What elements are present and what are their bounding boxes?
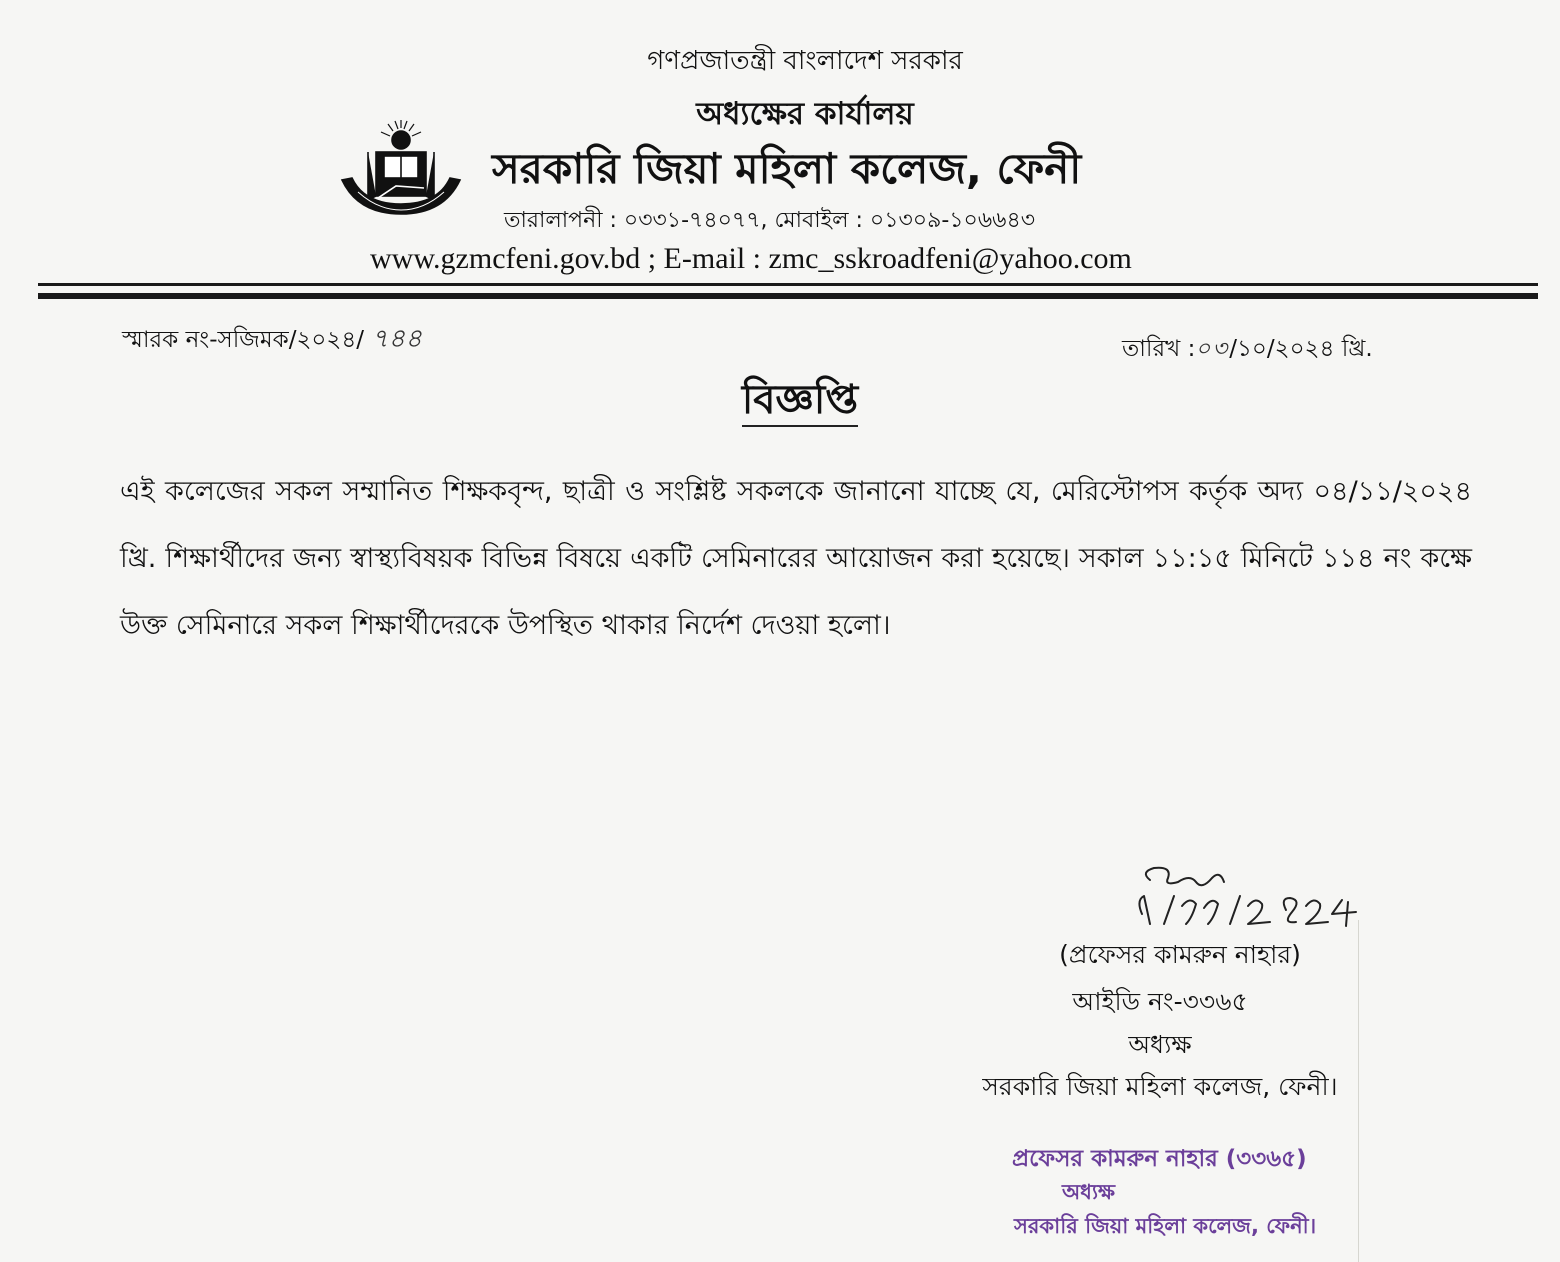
office-heading: অধ্যক্ষের কার্যালয় [696, 96, 914, 132]
handwritten-signature-icon [1120, 862, 1380, 934]
header-divider-thick [38, 293, 1538, 299]
date-label: তারিখ : [1122, 336, 1196, 362]
signatory-name: (প্রফেসর কামরুন নাহার) [1059, 940, 1301, 969]
memo-label: স্মারক নং-সজিমক/২০২৪/ [122, 327, 364, 353]
contact-phones: তারালাপনী : ০৩৩১-৭৪০৭৭, মোবাইল : ০১৩০৯-১০৬৬৪৩ [504, 208, 1036, 233]
notice-body: এই কলেজের সকল সম্মানিত শিক্ষকবৃন্দ, ছাত্রী ও সংশ্লিষ্ট সকলকে জানানো যাচ্ছে যে, মেরিস্টোপস কর্তৃক অদ্য ০৪/১১/২০২৪ খ্রি. শিক্ষার্থীদের জন্য স্বাস্থ্যবিষয়ক বিভিন্ন বিষয়ে একটি সেমিনারের আয়োজন করা হয়েছে। সকাল ১১:১৫ মিনিটে ১১৪ নং কক্ষে উক্ত সেমিনারে সকল শিক্ষার্থীদেরকে উপস্থিত থাকার নির্দেশ দেওয়া হলো। [120, 476, 1472, 641]
date-rest: /১০/২০২৪ খ্রি. [1229, 336, 1373, 362]
college-emblem-icon [338, 118, 464, 218]
signatory-id: আইডি নং-৩৩৬৫ [1072, 987, 1248, 1016]
scan-margin-line [1358, 920, 1359, 1262]
signatory-designation: অধ্যক্ষ [1128, 1030, 1192, 1059]
notice-title-text: বিজ্ঞপ্তি [742, 377, 858, 427]
signatory-institution: সরকারি জিয়া মহিলা কলেজ, ফেনী। [982, 1072, 1338, 1101]
stamp-name: প্রফেসর কামরুন নাহার (৩৩৬৫) [1012, 1146, 1307, 1172]
government-heading: গণপ্রজাতন্ত্রী বাংলাদেশ সরকার [647, 46, 963, 76]
memo-number [122, 318, 422, 362]
header-divider-thin [38, 283, 1538, 286]
college-name: সরকারি জিয়া মহিলা কলেজ, ফেনী [492, 144, 1082, 193]
stamp-institution: সরকারি জিয়া মহিলা কলেজ, ফেনী। [1014, 1214, 1317, 1238]
notice-title [0, 368, 1560, 435]
memo-handwritten-number: ৭৪৪ [371, 324, 422, 354]
website-email: www.gzmcfeni.gov.bd ; E-mail : zmc_sskroadfeni@yahoo.com [370, 242, 1132, 275]
notice-date [1122, 330, 1373, 369]
date-handwritten-day: ০৩ [1195, 336, 1230, 362]
stamp-designation: অধ্যক্ষ [1062, 1180, 1116, 1204]
